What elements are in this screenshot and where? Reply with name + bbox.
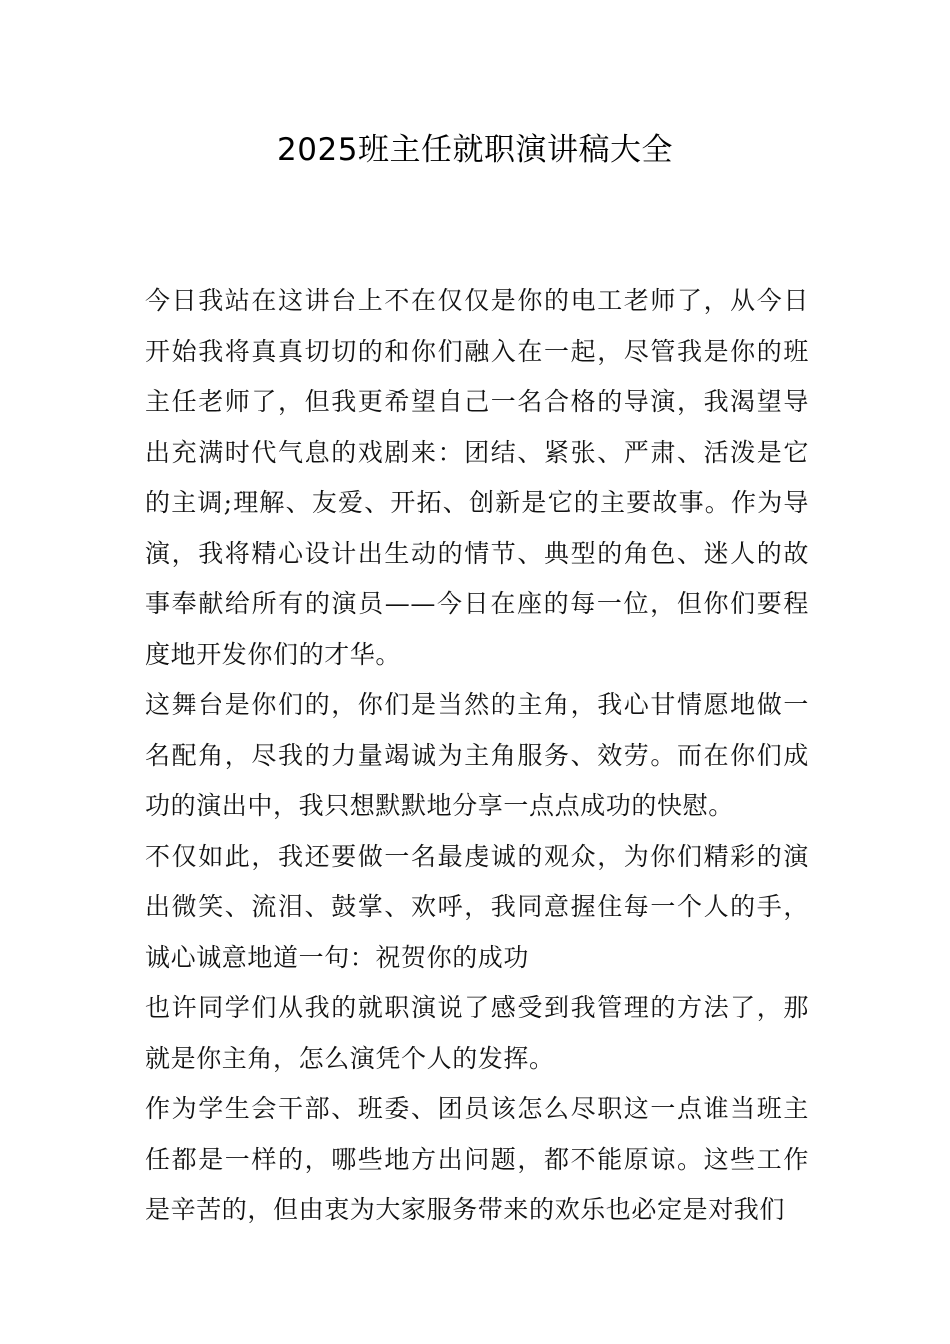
- paragraph-3: 不仅如此，我还要做一名最虔诚的观众，为你们精彩的演出微笑、流泪、鼓掌、欢呼，我同意握住每一个人的手，诚心诚意地道一句：祝贺你的成功: [145, 841, 809, 972]
- paragraph-1: 今日我站在这讲台上不在仅仅是你的电工老师了，从今日开始我将真真切切的和你们融入在一起，尽管我是你的班主任老师了，但我更希望自己一名合格的导演，我渴望导出充满时代气息的戏剧来：团结、紧张、严肃、活泼是它的主调;理解、友爱、开拓、创新是它的主要故事。作为导演，我将精心设计出生动的情节、典型的角色、迷人的故事奉献给所有的演员——今日在座的每一位，但你们要程度地开发你们的才华。: [145, 286, 809, 669]
- paragraph-2: 这舞台是你们的，你们是当然的主角，我心甘情愿地做一名配角，尽我的力量竭诚为主角服务、效劳。而在你们成功的演出中，我只想默默地分享一点点成功的快慰。: [145, 690, 809, 820]
- paragraph-4: 也许同学们从我的就职演说了感受到我管理的方法了，那就是你主角，怎么演凭个人的发挥。: [145, 993, 809, 1073]
- document-title: 2025班主任就职演讲稿大全: [277, 132, 673, 168]
- document-body: [145, 276, 809, 1236]
- paragraph-5: 作为学生会干部、班委、团员该怎么尽职这一点谁当班主任都是一样的，哪些地方出问题，都不能原谅。这些工作是辛苦的，但由衷为大家服务带来的欢乐也必定是对我们: [145, 1094, 809, 1224]
